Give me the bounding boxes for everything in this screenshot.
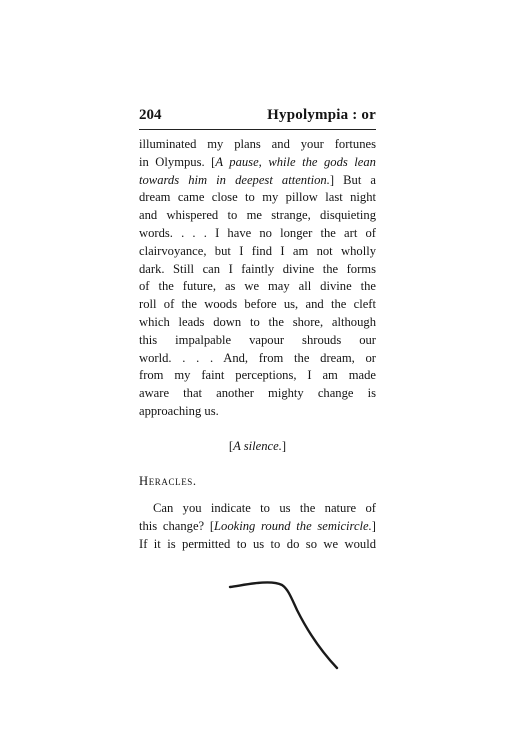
text-line: in Olympus. [A pause, while the gods lean <box>139 154 376 169</box>
text-line: Can you indicate to us the nature of <box>153 501 376 516</box>
text-line: from my faint perceptions, I am made <box>139 368 376 383</box>
text-line: of the future, as we may all divine the <box>139 279 376 294</box>
speaker-name: Heracles. <box>139 473 197 488</box>
pen-mark <box>225 575 350 675</box>
spacer <box>139 456 376 473</box>
paragraph-1 <box>139 136 376 421</box>
italic-text: towards him in deepest attention. <box>139 172 330 187</box>
text-line: this impalpable vapour shrouds our <box>139 332 376 347</box>
text-line: roll of the woods before us, and the cleft <box>139 297 376 312</box>
text-line: this change? [Looking round the semicircle.] <box>139 519 376 534</box>
text-line: towards him in deepest attention.] But a <box>139 172 376 187</box>
text-line: world. . . . And, from the dream, or <box>139 350 376 365</box>
text-line: dark. Still can I faintly divine the forms <box>139 261 376 276</box>
text-line: and whispered to me strange, disquieting <box>139 208 376 223</box>
running-head: Hypolympia : or <box>267 107 376 123</box>
spacer <box>139 421 376 438</box>
text-line: words. . . . I have no longer the art of <box>139 225 376 240</box>
text-line: clairvoyance, but I find I am not wholly <box>139 243 376 258</box>
page-header <box>139 104 376 126</box>
spacer <box>139 490 376 500</box>
italic-text: A pause, while the gods lean <box>215 154 376 169</box>
text-line: If it is permitted to us to do so we would <box>139 536 376 551</box>
italic-text: Looking round the semicircle. <box>214 519 372 534</box>
page-number: 204 <box>139 107 162 123</box>
text-line: aware that another mighty change is <box>139 386 376 401</box>
text-line: which leads down to the shore, although <box>139 314 376 329</box>
text-line: dream came close to my pillow last night <box>139 190 376 205</box>
header-rule <box>139 129 376 130</box>
stage-direction: [A silence.] <box>228 438 287 453</box>
text-line: illuminated my plans and your fortunes <box>139 137 376 151</box>
paragraph-2 <box>139 500 376 553</box>
body-text <box>139 136 376 554</box>
text-line: approaching us. <box>139 403 219 418</box>
